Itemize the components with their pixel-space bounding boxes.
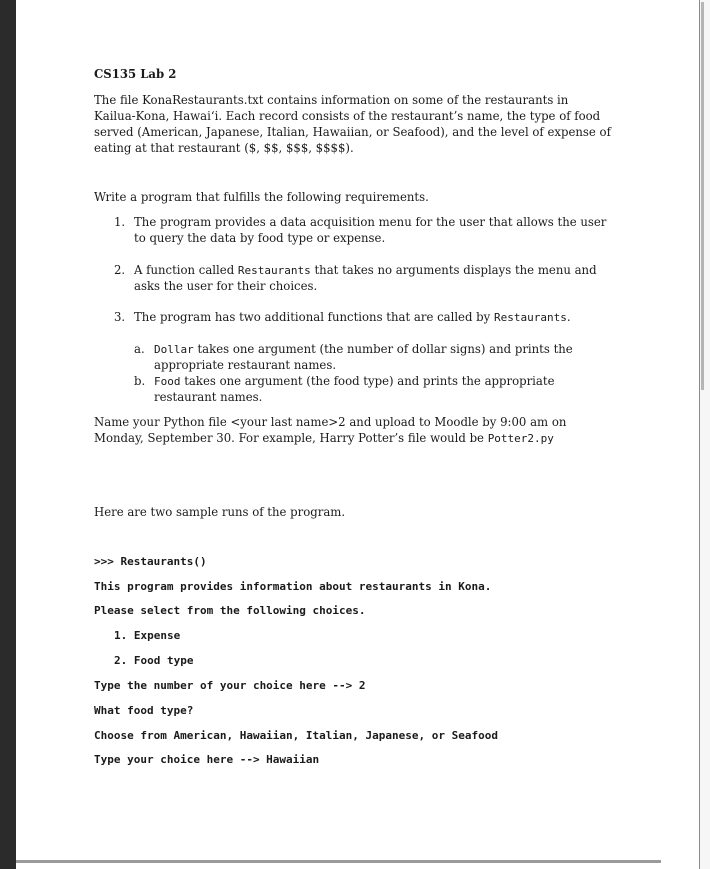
requirement-3-text: The program has two additional functions that are called by — [134, 310, 494, 324]
requirement-2-text-a: A function called — [134, 263, 238, 277]
requirement-2-line-2: asks the user for their choices. — [134, 279, 318, 293]
choice-2-label: Food type — [133, 654, 194, 667]
food-code: Food — [154, 375, 181, 388]
sample-choose-from-line: Choose from American, Hawaiian, Italian, Japanese, or Seafood — [94, 729, 498, 742]
page-bottom-rule — [16, 860, 661, 863]
sample-type-number-line: Type the number of your choice here --> 2 — [94, 679, 366, 692]
requirement-3-number: 3. — [114, 310, 126, 324]
naming-line-2 — [94, 430, 554, 447]
restaurants-code: Restaurants — [493, 311, 567, 324]
sub-b-line-1: takes one argument (the food type) and prints the appropriate — [180, 374, 555, 388]
sub-a-line-1: takes one argument (the number of dollar signs) and prints the — [193, 342, 573, 356]
intro-line-3: served (American, Japanese, Italian, Hawaiian, or Seafood), and the level of expense of — [94, 125, 611, 139]
choice-1-number: 1. — [114, 629, 128, 642]
requirement-1-line-1: The program provides a data acquisition menu for the user that allows the user — [134, 215, 607, 229]
requirement-2-text-b: that takes no arguments displays the menu and — [310, 263, 597, 277]
choice-2-number: 2. — [114, 654, 128, 667]
requirement-3-period: . — [566, 310, 571, 324]
left-window-frame — [0, 0, 16, 869]
sample-choice-2 — [114, 653, 193, 669]
dollar-code: Dollar — [154, 343, 194, 356]
requirements-intro: Write a program that fulfills the following requirements. — [94, 190, 429, 204]
requirement-2 — [114, 262, 597, 279]
restaurants-code: Restaurants — [237, 264, 311, 277]
choice-1-label: Expense — [133, 629, 181, 642]
requirement-1 — [114, 214, 606, 230]
sub-a-line-2: appropriate restaurant names. — [154, 358, 337, 372]
sub-b-line-2: restaurant names. — [154, 390, 263, 404]
sub-b-letter: b. — [134, 374, 146, 388]
sample-prompt: >>> Restaurants() — [94, 555, 207, 568]
intro-line-2: Kailua-Kona, Hawai‘i. Each record consists of the restaurant’s name, the type of food — [94, 109, 601, 123]
example-filename: Potter2.py — [487, 432, 554, 445]
sample-choice-1 — [114, 628, 180, 644]
sub-a-letter: a. — [134, 342, 145, 356]
intro-line-1: The file KonaRestaurants.txt contains information on some of the restaurants in — [94, 93, 569, 107]
sample-runs-intro: Here are two sample runs of the program. — [94, 505, 346, 519]
requirement-1-number: 1. — [114, 215, 126, 229]
intro-line-4: eating at that restaurant ($, $$, $$$, $$$$). — [94, 141, 354, 155]
requirement-1-line-2: to query the data by food type or expense. — [134, 231, 386, 245]
page-title: CS135 Lab 2 — [94, 67, 177, 81]
requirement-3 — [114, 309, 571, 326]
naming-line-2-text: Monday, September 30. For example, Harry Potter’s file would be — [94, 431, 488, 445]
sample-type-choice-line: Type your choice here --> Hawaiian — [94, 753, 320, 766]
sample-select-line: Please select from the following choices. — [94, 604, 366, 617]
scrollbar-thumb[interactable] — [701, 2, 704, 390]
requirement-2-number: 2. — [114, 263, 126, 277]
sub-requirement-a — [134, 341, 573, 358]
sample-what-food-line: What food type? — [94, 704, 194, 717]
sample-info-line: This program provides information about restaurants in Kona. — [94, 580, 492, 593]
sub-requirement-b — [134, 373, 555, 390]
naming-line-1: Name your Python file <your last name>2 and upload to Moodle by 9:00 am on — [94, 415, 567, 429]
